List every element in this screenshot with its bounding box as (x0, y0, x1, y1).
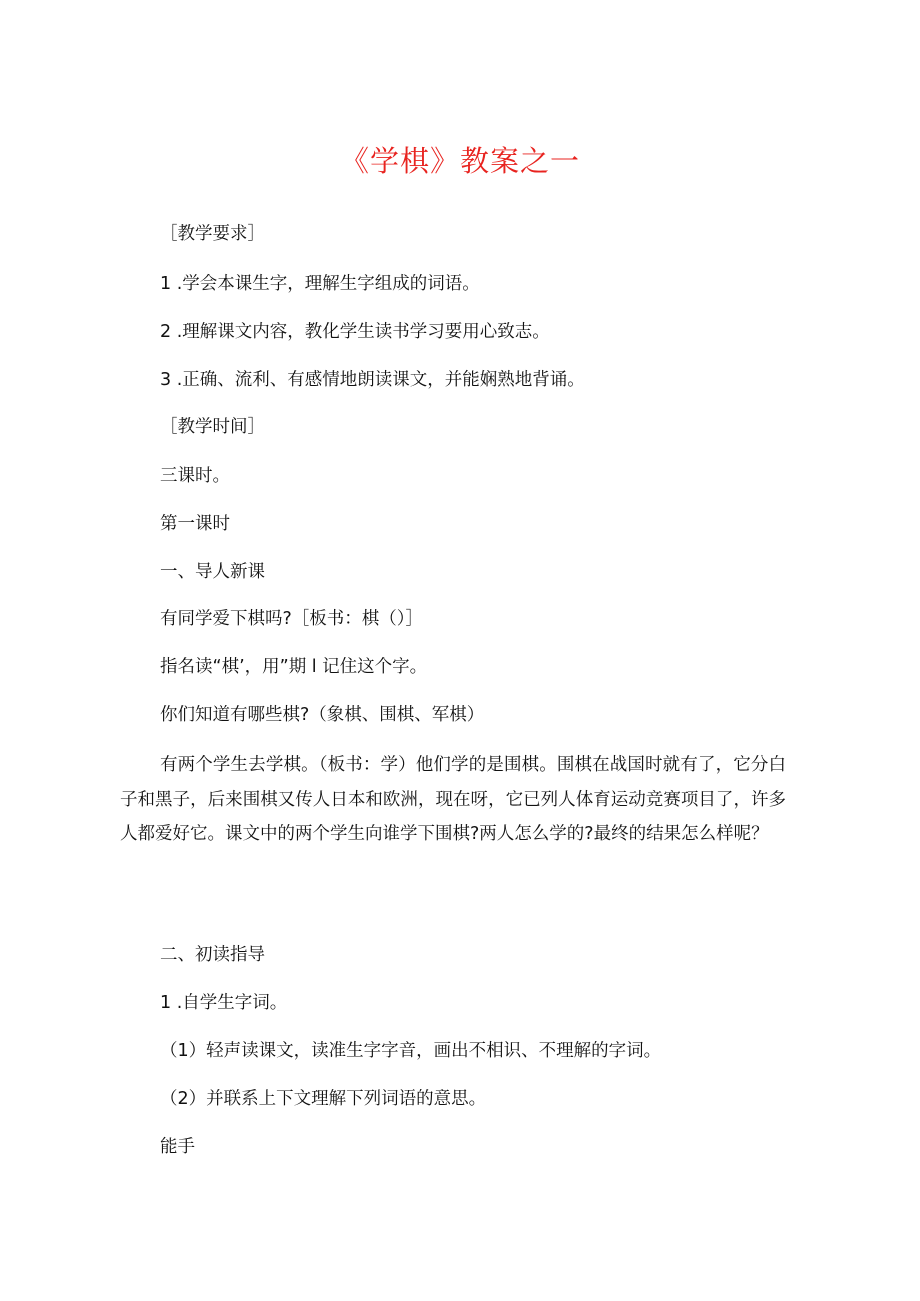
text-line: 有同学爱下棋吗?［板书：棋（）］ (160, 609, 424, 629)
text-line: 你们知道有哪些棋?（象棋、围棋、军棋） (160, 705, 485, 725)
step-heading-introduction: 一、导人新课 (160, 562, 265, 582)
step-heading-first-reading: 二、初读指导 (160, 945, 265, 965)
text-line: （1）轻声读课文，读准生字字音，画出不相识、不理解的字词。 (160, 1041, 662, 1061)
body-paragraph: 有两个学生去学棋。（板书：学）他们学的是围棋。围棋在战国时就有了，它分白子和黑子，后来围棋又传人日本和欧洲，现在呀，它已列人体育运动竞赛项目了，许多人都爱好它。课文中的两个学生向谁学下围棋?两人怎么学的?最终的结果怎么样呢？ (120, 755, 786, 844)
text-line: 1 .自学生字词。 (160, 993, 288, 1013)
section-heading-teaching-requirements: ［教学要求］ (160, 224, 265, 244)
text-line: 指名读“棋’，用”期 l 记住这个字。 (160, 657, 428, 677)
text-line: 能手 (160, 1137, 195, 1157)
requirement-item-2: 2 .理解课文内容，教化学生读书学习要用心致志。 (160, 322, 550, 342)
teaching-time-value: 三课时。 (160, 466, 230, 486)
section-heading-teaching-time: ［教学时间］ (160, 417, 265, 437)
requirement-item-3: 3 .正确、流利、有感情地朗读课文，并能娴熟地背诵。 (160, 370, 585, 390)
text-line: （2）并联系上下文理解下列词语的意思。 (160, 1089, 487, 1109)
lesson-heading-first: 第一课时 (160, 514, 230, 534)
requirement-item-1: 1 .学会本课生字，理解生字组成的词语。 (160, 274, 480, 294)
document-title: 《学棋》教案之一 (339, 144, 580, 178)
